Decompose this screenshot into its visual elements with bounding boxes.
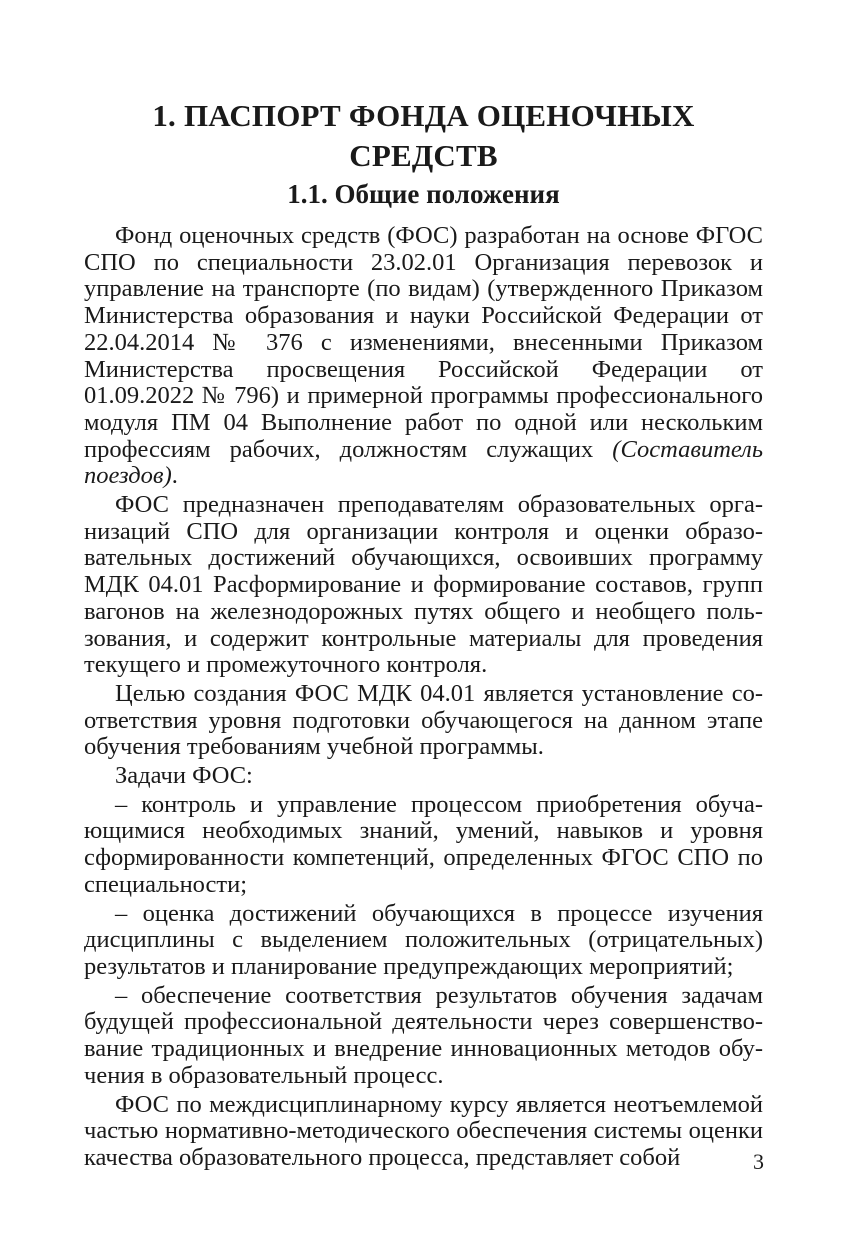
list-item-task: – контроль и управление процессом приобретения обучающимися необходимых знаний, умений, навыков и уровня сформированности компетенций, определенных ФГОС СПО по специальности; — [84, 790, 763, 898]
page-number: 3 — [753, 1149, 764, 1174]
paragraph-purpose: ФОС предназначен преподавателям образовательных организаций СПО для организации контроля и оценки образовательных достижений обучающихся, освоивших программу МДК 04.01 Расформирование и формирование составов, групп вагонов на железнодорожных путях общего и необщего пользования, и содержит контрольные материалы для проведения текущего и промежуточного контроля. — [84, 491, 763, 679]
page-content — [84, 96, 763, 1172]
list-item-task: – оценка достижений обучающихся в процессе изучения дисциплины с выделением положительных (отрицательных) результатов и планирование предупреждающих мероприятий; — [84, 899, 763, 980]
paragraph-goal: Целью создания ФОС МДК 04.01 является установление соответствия уровня подготовки обучающегося на данном этапе обучения требованиям учебной программы. — [84, 679, 763, 761]
intro-italic-note: (Составитель поездов) — [84, 435, 763, 490]
list-item-task: – обеспечение соответствия результатов обучения задачам будущей профессиональной деятельности через совершенствование традиционных и внедрение инновационных методов обучения в образовательный процесс. — [84, 981, 763, 1089]
chapter-title: 1. ПАСПОРТ ФОНДА ОЦЕНОЧНЫХ СРЕДСТВ — [152, 98, 695, 173]
paragraph-course-fos: ФОС по междисциплинарному курсу является неотъемлемой частью нормативно-методического обеспечения системы оценки качества образовательного процесса, представляет собой — [84, 1090, 763, 1171]
intro-end: . — [171, 462, 178, 490]
paragraph-intro — [84, 223, 763, 490]
intro-text: Фонд оценочных средств (ФОС) разработан на основе ФГОС СПО по специальности 23.02.01 Организация перевозок и управление на транспорте (по видам) (утвержденного Приказом Министерства образования и науки Российской Федерации от 22.04.2014 № 376 с изменениями, внесенными Приказом Министерства просвещения Российской Федерации от 01.09.2022 № 796) и примерной программы профессионального модуля ПМ 04 Выполнение работ по одной или нескольким профессиям рабочих, должностям служащих — [84, 222, 763, 463]
paragraph-tasks-heading: Задачи ФОС: — [115, 762, 253, 790]
section-title: 1.1. Общие положения — [287, 179, 560, 209]
